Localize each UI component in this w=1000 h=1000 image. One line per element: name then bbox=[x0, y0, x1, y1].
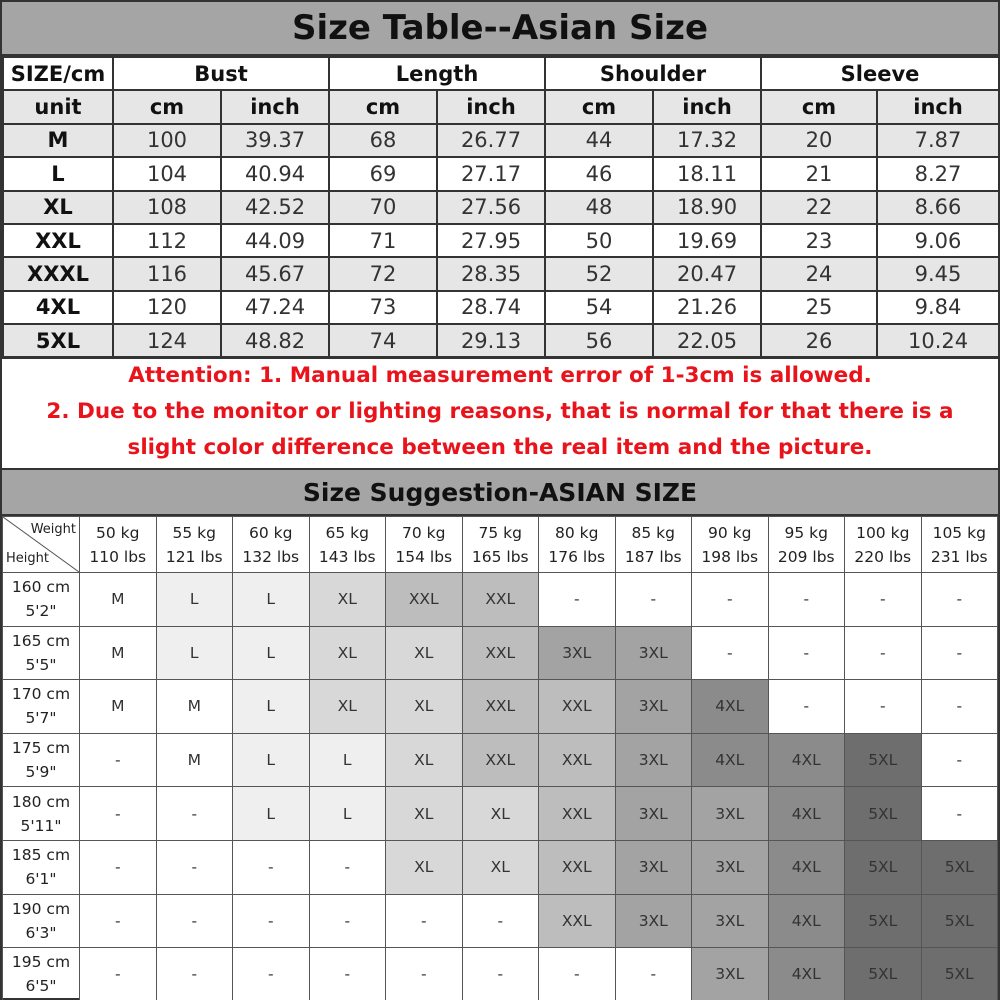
measurement-length-in: 26.77 bbox=[437, 124, 545, 157]
measurement-bust-in: 45.67 bbox=[221, 257, 329, 290]
height-header bbox=[3, 787, 80, 841]
height-row bbox=[3, 626, 998, 680]
height-row bbox=[3, 787, 998, 841]
measurement-shoulder-in: 22.05 bbox=[653, 324, 761, 357]
suggested-size-cell: - bbox=[692, 573, 769, 627]
size-table-header-row bbox=[3, 57, 999, 90]
measurement-bust-cm: 124 bbox=[113, 324, 221, 357]
suggested-size-cell: 5XL bbox=[921, 948, 998, 1000]
weight-lbs: 198 lbs bbox=[701, 547, 759, 566]
suggested-size-cell: - bbox=[768, 680, 845, 734]
suggested-size-cell: L bbox=[233, 573, 310, 627]
measurement-sleeve-cm: 20 bbox=[761, 124, 877, 157]
suggested-size-cell: XL bbox=[462, 840, 539, 894]
suggested-size-cell: M bbox=[80, 573, 157, 627]
size-label: XXXL bbox=[3, 257, 113, 290]
measurement-bust-cm: 112 bbox=[113, 224, 221, 257]
measurement-bust-in: 48.82 bbox=[221, 324, 329, 357]
suggested-size-cell: - bbox=[615, 573, 692, 627]
suggested-size-cell: XL bbox=[386, 680, 463, 734]
size-row bbox=[3, 324, 999, 357]
measurement-bust-in: 39.37 bbox=[221, 124, 329, 157]
suggested-size-cell: 4XL bbox=[768, 948, 845, 1000]
measurement-sleeve-cm: 22 bbox=[761, 191, 877, 224]
height-ft: 5'7" bbox=[25, 709, 57, 728]
suggested-size-cell: - bbox=[80, 948, 157, 1000]
suggested-size-cell: 4XL bbox=[692, 680, 769, 734]
suggested-size-cell: - bbox=[80, 787, 157, 841]
height-cm: 165 cm bbox=[11, 631, 71, 650]
suggested-size-cell: - bbox=[845, 680, 922, 734]
size-label: XL bbox=[3, 191, 113, 224]
suggested-size-cell: - bbox=[156, 894, 233, 948]
size-label: M bbox=[3, 124, 113, 157]
suggested-size-cell: - bbox=[539, 573, 616, 627]
size-row bbox=[3, 157, 999, 190]
weight-kg: 90 kg bbox=[708, 523, 752, 542]
suggested-size-cell: - bbox=[921, 787, 998, 841]
measurement-sleeve-in: 8.27 bbox=[877, 157, 999, 190]
measurement-shoulder-in: 18.90 bbox=[653, 191, 761, 224]
suggested-size-cell: 5XL bbox=[845, 948, 922, 1000]
measurement-length-cm: 69 bbox=[329, 157, 437, 190]
height-row bbox=[3, 733, 998, 787]
suggested-size-cell: M bbox=[156, 733, 233, 787]
suggested-size-cell: XXL bbox=[539, 733, 616, 787]
measurement-shoulder-cm: 46 bbox=[545, 157, 653, 190]
suggested-size-cell: L bbox=[233, 733, 310, 787]
suggested-size-cell: 5XL bbox=[845, 840, 922, 894]
height-ft: 6'3" bbox=[25, 923, 57, 942]
size-row bbox=[3, 257, 999, 290]
measurement-length-in: 28.74 bbox=[437, 291, 545, 324]
unit-label: unit bbox=[3, 90, 113, 123]
measurement-sleeve-in: 9.06 bbox=[877, 224, 999, 257]
weight-header bbox=[309, 517, 386, 573]
measurement-length-cm: 70 bbox=[329, 191, 437, 224]
measurement-shoulder-cm: 56 bbox=[545, 324, 653, 357]
suggested-size-cell: XXL bbox=[462, 626, 539, 680]
suggested-size-cell: 5XL bbox=[845, 787, 922, 841]
measurement-length-in: 29.13 bbox=[437, 324, 545, 357]
height-cm: 195 cm bbox=[11, 953, 71, 972]
unit-cm: cm bbox=[329, 90, 437, 123]
weight-axis-label: Weight bbox=[30, 522, 76, 537]
suggested-size-cell: - bbox=[386, 948, 463, 1000]
suggested-size-cell: - bbox=[692, 626, 769, 680]
size-row bbox=[3, 191, 999, 224]
suggested-size-cell: XL bbox=[386, 626, 463, 680]
suggested-size-cell: 4XL bbox=[768, 787, 845, 841]
measurement-sleeve-in: 8.66 bbox=[877, 191, 999, 224]
suggested-size-cell: L bbox=[156, 626, 233, 680]
size-label: 5XL bbox=[3, 324, 113, 357]
weight-lbs: 209 lbs bbox=[777, 547, 835, 566]
measurement-shoulder-in: 18.11 bbox=[653, 157, 761, 190]
weight-header-row bbox=[3, 517, 998, 573]
height-header bbox=[3, 840, 80, 894]
suggested-size-cell: - bbox=[845, 626, 922, 680]
suggested-size-cell: XXL bbox=[539, 894, 616, 948]
weight-kg: 60 kg bbox=[249, 523, 293, 542]
weight-kg: 95 kg bbox=[784, 523, 828, 542]
suggested-size-cell: 5XL bbox=[845, 733, 922, 787]
suggested-size-cell: - bbox=[921, 680, 998, 734]
height-row bbox=[3, 573, 998, 627]
measurement-bust-in: 47.24 bbox=[221, 291, 329, 324]
weight-header bbox=[615, 517, 692, 573]
weight-kg: 105 kg bbox=[932, 523, 986, 542]
suggested-size-cell: - bbox=[386, 894, 463, 948]
weight-kg: 65 kg bbox=[325, 523, 369, 542]
measurement-bust-cm: 120 bbox=[113, 291, 221, 324]
suggested-size-cell: - bbox=[768, 573, 845, 627]
weight-lbs: 121 lbs bbox=[165, 547, 223, 566]
weight-lbs: 176 lbs bbox=[548, 547, 606, 566]
suggested-size-cell: L bbox=[309, 733, 386, 787]
suggested-size-cell: XL bbox=[462, 787, 539, 841]
height-ft: 5'2" bbox=[25, 602, 57, 621]
suggested-size-cell: - bbox=[309, 840, 386, 894]
measurement-length-cm: 74 bbox=[329, 324, 437, 357]
measurement-shoulder-in: 17.32 bbox=[653, 124, 761, 157]
measurement-sleeve-in: 9.84 bbox=[877, 291, 999, 324]
size-label: XXL bbox=[3, 224, 113, 257]
size-suggestion-table bbox=[2, 516, 998, 1000]
height-ft: 5'9" bbox=[25, 763, 57, 782]
weight-kg: 50 kg bbox=[96, 523, 140, 542]
suggested-size-cell: 5XL bbox=[845, 894, 922, 948]
suggested-size-cell: 3XL bbox=[615, 680, 692, 734]
measurement-sleeve-in: 9.45 bbox=[877, 257, 999, 290]
measurement-length-cm: 68 bbox=[329, 124, 437, 157]
measurement-bust-cm: 108 bbox=[113, 191, 221, 224]
suggested-size-cell: XXL bbox=[539, 787, 616, 841]
size-table-unit-row bbox=[3, 90, 999, 123]
suggested-size-cell: XXL bbox=[539, 680, 616, 734]
height-cm: 185 cm bbox=[11, 846, 71, 865]
unit-cm: cm bbox=[761, 90, 877, 123]
header-bust: Bust bbox=[113, 57, 329, 90]
unit-cm: cm bbox=[113, 90, 221, 123]
header-size-label: SIZE/cm bbox=[3, 57, 113, 90]
attention-line-1: Attention: 1. Manual measurement error of 1-3cm is allowed. bbox=[128, 363, 872, 388]
weight-kg: 85 kg bbox=[631, 523, 675, 542]
measurement-shoulder-cm: 52 bbox=[545, 257, 653, 290]
measurement-shoulder-cm: 48 bbox=[545, 191, 653, 224]
measurement-bust-in: 44.09 bbox=[221, 224, 329, 257]
measurement-sleeve-cm: 23 bbox=[761, 224, 877, 257]
measurement-sleeve-cm: 25 bbox=[761, 291, 877, 324]
weight-lbs: 187 lbs bbox=[624, 547, 682, 566]
height-ft: 6'1" bbox=[25, 870, 57, 889]
unit-cm: cm bbox=[545, 90, 653, 123]
weight-header bbox=[233, 517, 310, 573]
measurement-sleeve-cm: 24 bbox=[761, 257, 877, 290]
measurement-shoulder-cm: 50 bbox=[545, 224, 653, 257]
suggested-size-cell: 3XL bbox=[615, 894, 692, 948]
suggested-size-cell: XL bbox=[386, 840, 463, 894]
measurement-length-in: 27.95 bbox=[437, 224, 545, 257]
suggested-size-cell: XL bbox=[309, 680, 386, 734]
unit-inch: inch bbox=[221, 90, 329, 123]
attention-notice bbox=[2, 356, 998, 466]
suggested-size-cell: - bbox=[309, 948, 386, 1000]
header-sleeve: Sleeve bbox=[761, 57, 999, 90]
height-axis-label: Height bbox=[6, 551, 49, 566]
weight-header bbox=[845, 517, 922, 573]
suggested-size-cell: 3XL bbox=[615, 840, 692, 894]
height-row bbox=[3, 680, 998, 734]
suggested-size-cell: L bbox=[233, 680, 310, 734]
measurement-bust-cm: 116 bbox=[113, 257, 221, 290]
height-cm: 180 cm bbox=[11, 792, 71, 811]
suggested-size-cell: 3XL bbox=[615, 626, 692, 680]
size-row bbox=[3, 124, 999, 157]
suggested-size-cell: - bbox=[921, 733, 998, 787]
header-length: Length bbox=[329, 57, 545, 90]
suggested-size-cell: 4XL bbox=[768, 733, 845, 787]
measurement-shoulder-cm: 44 bbox=[545, 124, 653, 157]
suggested-size-cell: - bbox=[80, 733, 157, 787]
suggested-size-cell: L bbox=[309, 787, 386, 841]
weight-header bbox=[386, 517, 463, 573]
measurement-sleeve-in: 7.87 bbox=[877, 124, 999, 157]
weight-kg: 80 kg bbox=[555, 523, 599, 542]
suggested-size-cell: XXL bbox=[386, 573, 463, 627]
weight-header bbox=[539, 517, 616, 573]
suggested-size-cell: L bbox=[156, 573, 233, 627]
measurement-shoulder-cm: 54 bbox=[545, 291, 653, 324]
weight-lbs: 231 lbs bbox=[930, 547, 988, 566]
weight-kg: 100 kg bbox=[856, 523, 910, 542]
measurement-sleeve-in: 10.24 bbox=[877, 324, 999, 357]
size-label: 4XL bbox=[3, 291, 113, 324]
suggested-size-cell: 3XL bbox=[692, 948, 769, 1000]
suggested-size-cell: - bbox=[233, 894, 310, 948]
suggested-size-cell: 3XL bbox=[692, 840, 769, 894]
suggested-size-cell: - bbox=[615, 948, 692, 1000]
suggested-size-cell: L bbox=[233, 787, 310, 841]
weight-kg: 70 kg bbox=[402, 523, 446, 542]
measurement-length-in: 27.56 bbox=[437, 191, 545, 224]
weight-lbs: 165 lbs bbox=[471, 547, 529, 566]
height-header bbox=[3, 733, 80, 787]
height-ft: 5'5" bbox=[25, 655, 57, 674]
suggested-size-cell: 4XL bbox=[768, 840, 845, 894]
measurement-length-in: 28.35 bbox=[437, 257, 545, 290]
weight-height-corner bbox=[3, 517, 80, 573]
suggested-size-cell: - bbox=[156, 840, 233, 894]
suggested-size-cell: XXL bbox=[462, 573, 539, 627]
weight-lbs: 132 lbs bbox=[242, 547, 300, 566]
measurement-length-cm: 72 bbox=[329, 257, 437, 290]
measurement-bust-cm: 100 bbox=[113, 124, 221, 157]
height-row bbox=[3, 894, 998, 948]
suggested-size-cell: 4XL bbox=[768, 894, 845, 948]
header-shoulder: Shoulder bbox=[545, 57, 761, 90]
suggested-size-cell: XL bbox=[386, 787, 463, 841]
height-ft: 5'11" bbox=[20, 816, 62, 835]
weight-kg: 75 kg bbox=[478, 523, 522, 542]
suggested-size-cell: XL bbox=[309, 626, 386, 680]
height-row bbox=[3, 840, 998, 894]
weight-header bbox=[768, 517, 845, 573]
weight-lbs: 110 lbs bbox=[89, 547, 147, 566]
suggested-size-cell: - bbox=[80, 840, 157, 894]
suggested-size-cell: 5XL bbox=[921, 894, 998, 948]
unit-inch: inch bbox=[437, 90, 545, 123]
weight-header bbox=[156, 517, 233, 573]
suggested-size-cell: 5XL bbox=[921, 840, 998, 894]
height-cm: 170 cm bbox=[11, 685, 71, 704]
measurement-sleeve-cm: 21 bbox=[761, 157, 877, 190]
suggested-size-cell: XXL bbox=[539, 840, 616, 894]
suggested-size-cell: - bbox=[462, 894, 539, 948]
weight-lbs: 220 lbs bbox=[854, 547, 912, 566]
suggested-size-cell: - bbox=[921, 626, 998, 680]
height-header bbox=[3, 573, 80, 627]
height-header bbox=[3, 680, 80, 734]
size-row bbox=[3, 224, 999, 257]
suggested-size-cell: XL bbox=[309, 573, 386, 627]
suggested-size-cell: - bbox=[845, 573, 922, 627]
suggested-size-cell: - bbox=[462, 948, 539, 1000]
suggested-size-cell: XXL bbox=[462, 680, 539, 734]
measurement-shoulder-in: 20.47 bbox=[653, 257, 761, 290]
weight-lbs: 143 lbs bbox=[318, 547, 376, 566]
measurement-length-cm: 73 bbox=[329, 291, 437, 324]
suggested-size-cell: 3XL bbox=[692, 787, 769, 841]
suggested-size-cell: XXL bbox=[462, 733, 539, 787]
unit-inch: inch bbox=[877, 90, 999, 123]
suggested-size-cell: XL bbox=[386, 733, 463, 787]
suggested-size-cell: 3XL bbox=[692, 894, 769, 948]
suggested-size-cell: L bbox=[233, 626, 310, 680]
suggested-size-cell: - bbox=[539, 948, 616, 1000]
weight-kg: 55 kg bbox=[172, 523, 216, 542]
height-header bbox=[3, 626, 80, 680]
size-table-title: Size Table--Asian Size bbox=[2, 2, 998, 56]
height-header bbox=[3, 948, 80, 1000]
weight-header bbox=[921, 517, 998, 573]
measurement-bust-in: 40.94 bbox=[221, 157, 329, 190]
measurement-bust-cm: 104 bbox=[113, 157, 221, 190]
height-cm: 190 cm bbox=[11, 899, 71, 918]
measurement-length-cm: 71 bbox=[329, 224, 437, 257]
weight-lbs: 154 lbs bbox=[395, 547, 453, 566]
height-ft: 6'5" bbox=[25, 977, 57, 996]
suggested-size-cell: - bbox=[768, 626, 845, 680]
size-row bbox=[3, 291, 999, 324]
suggested-size-cell: - bbox=[921, 573, 998, 627]
measurement-bust-in: 42.52 bbox=[221, 191, 329, 224]
suggested-size-cell: - bbox=[80, 894, 157, 948]
attention-line-3: slight color difference between the real item and the picture. bbox=[127, 435, 873, 460]
measurement-shoulder-in: 19.69 bbox=[653, 224, 761, 257]
suggested-size-cell: M bbox=[156, 680, 233, 734]
suggested-size-cell: - bbox=[156, 948, 233, 1000]
suggested-size-cell: - bbox=[233, 948, 310, 1000]
measurement-length-in: 27.17 bbox=[437, 157, 545, 190]
height-cm: 175 cm bbox=[11, 739, 71, 758]
height-row bbox=[3, 948, 998, 1000]
attention-line-2: 2. Due to the monitor or lighting reasons, that is normal for that there is a bbox=[46, 399, 954, 424]
suggested-size-cell: 3XL bbox=[615, 733, 692, 787]
measurement-sleeve-cm: 26 bbox=[761, 324, 877, 357]
weight-header bbox=[462, 517, 539, 573]
suggested-size-cell: - bbox=[233, 840, 310, 894]
suggested-size-cell: M bbox=[80, 680, 157, 734]
size-table bbox=[2, 56, 1000, 359]
size-label: L bbox=[3, 157, 113, 190]
unit-inch: inch bbox=[653, 90, 761, 123]
measurement-shoulder-in: 21.26 bbox=[653, 291, 761, 324]
suggested-size-cell: 4XL bbox=[692, 733, 769, 787]
weight-header bbox=[692, 517, 769, 573]
suggested-size-cell: - bbox=[309, 894, 386, 948]
height-header bbox=[3, 894, 80, 948]
suggested-size-cell: 3XL bbox=[539, 626, 616, 680]
weight-header bbox=[80, 517, 157, 573]
height-cm: 160 cm bbox=[11, 578, 71, 597]
size-suggestion-title: Size Suggestion-ASIAN SIZE bbox=[2, 468, 998, 516]
suggested-size-cell: M bbox=[80, 626, 157, 680]
suggested-size-cell: - bbox=[156, 787, 233, 841]
suggested-size-cell: 3XL bbox=[615, 787, 692, 841]
